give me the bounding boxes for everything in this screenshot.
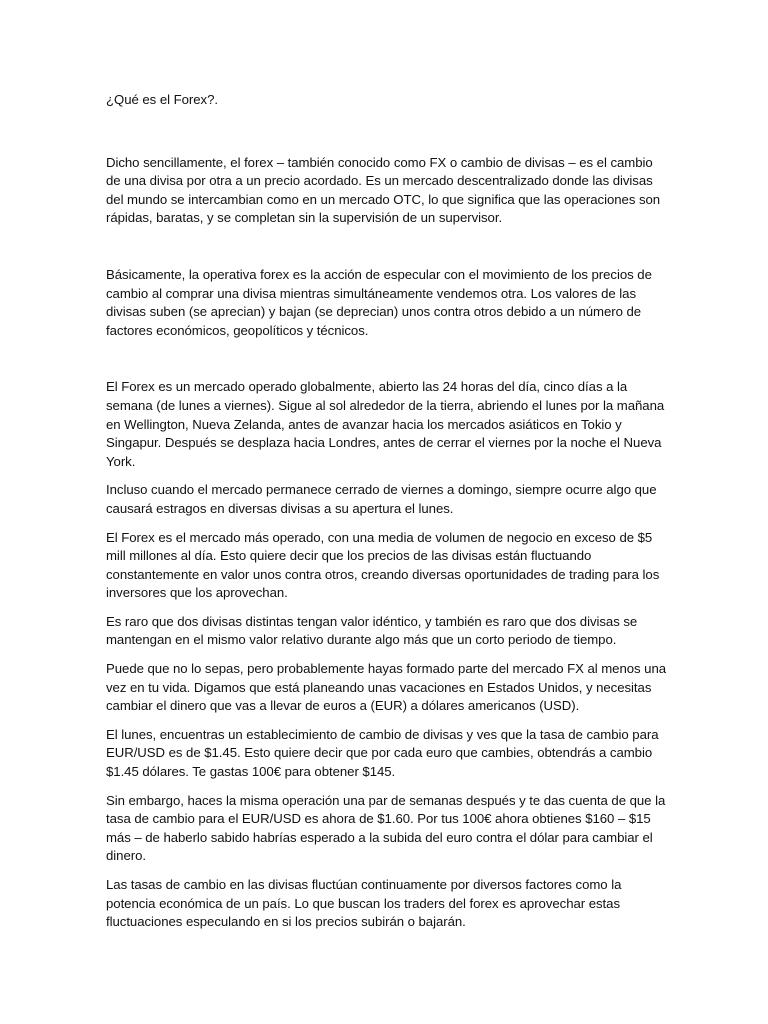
- paragraph-7: Puede que no lo sepas, pero probablemente hayas formado parte del mercado FX al menos una vez en tu vida. Digamos que está planeando unas vacaciones en Estados Unidos, y necesitas cambiar el dinero que vas a llevar de euros a (EUR) a dólares americanos (USD).: [106, 661, 667, 714]
- paragraph-1: Dicho sencillamente, el forex – también conocido como FX o cambio de divisas – es el cambio de una divisa por otra a un precio acordado. Es un mercado descentralizado donde las divisas del mundo se intercambian como en un mercado OTC, lo que significa que las operaciones son rápidas, baratas, y se completan sin la supervisión de un supervisor.: [106, 154, 661, 226]
- paragraph-9: Sin embargo, haces la misma operación una par de semanas después y te das cuenta de que la tasa de cambio para el EUR/USD es ahora de $1.60. Por tus 100€ ahora obtienes $160 – $15 más – de haberlo sabido habrías esperado a la subida del euro contra el dólar para cambiar el dinero.: [106, 792, 666, 864]
- document-page: [106, 91, 668, 932]
- paragraph-4: Incluso cuando el mercado permanece cerrado de viernes a domingo, siempre ocurre algo que causará estragos en diversas divisas a su apertura el lunes.: [106, 482, 657, 516]
- paragraph-6: Es raro que dos divisas distintas tengan valor idéntico, y también es raro que dos divisas se mantengan en el mismo valor relativo durante algo más que un corto periodo de tiempo.: [106, 613, 638, 648]
- paragraph-2: Básicamente, la operativa forex es la acción de especular con el movimiento de los precios de cambio al comprar una divisa mientras simultáneamente vendemos otra. Los valores de las divisas suben (se aprecian) y bajan (se deprecian) unos contra otros debido a un número de factores económicos, geopolíticos y técnicos.: [106, 266, 652, 338]
- paragraph-3: El Forex es un mercado operado globalmente, abierto las 24 horas del día, cinco días a la semana (de lunes a viernes). Sigue al sol alrededor de la tierra, abriendo el lunes por la mañana en Wellington, Nueva Zelanda, antes de avanzar hacia los mercados asiáticos en Tokio y Singapur. Después se desplaza hacia Londres, antes de cerrar el viernes por la noche el Nueva York.: [106, 379, 665, 469]
- document-title: ¿Qué es el Forex?.: [106, 92, 218, 107]
- paragraph-10: Las tasas de cambio en las divisas fluctúan continuamente por diversos factores como la potencia económica de un país. Lo que buscan los traders del forex es aprovechar estas fluctuaciones especulando en si los precios subirán o bajarán.: [106, 877, 622, 930]
- paragraph-8: El lunes, encuentras un establecimiento de cambio de divisas y ves que la tasa de cambio para EUR/USD es de $1.45. Esto quiere decir que por cada euro que cambies, obtendrás a cambio $1.45 dólares. Te gastas 100€ para obtener $145.: [106, 726, 659, 780]
- paragraph-5: El Forex es el mercado más operado, con una media de volumen de negocio en exceso de $5 mill millones al día. Esto quiere decir que los precios de las divisas están fluctuando constantemente en valor unos contra otros, creando diversas oportunidades de trading para los inversores que los aprovechan.: [106, 529, 660, 601]
